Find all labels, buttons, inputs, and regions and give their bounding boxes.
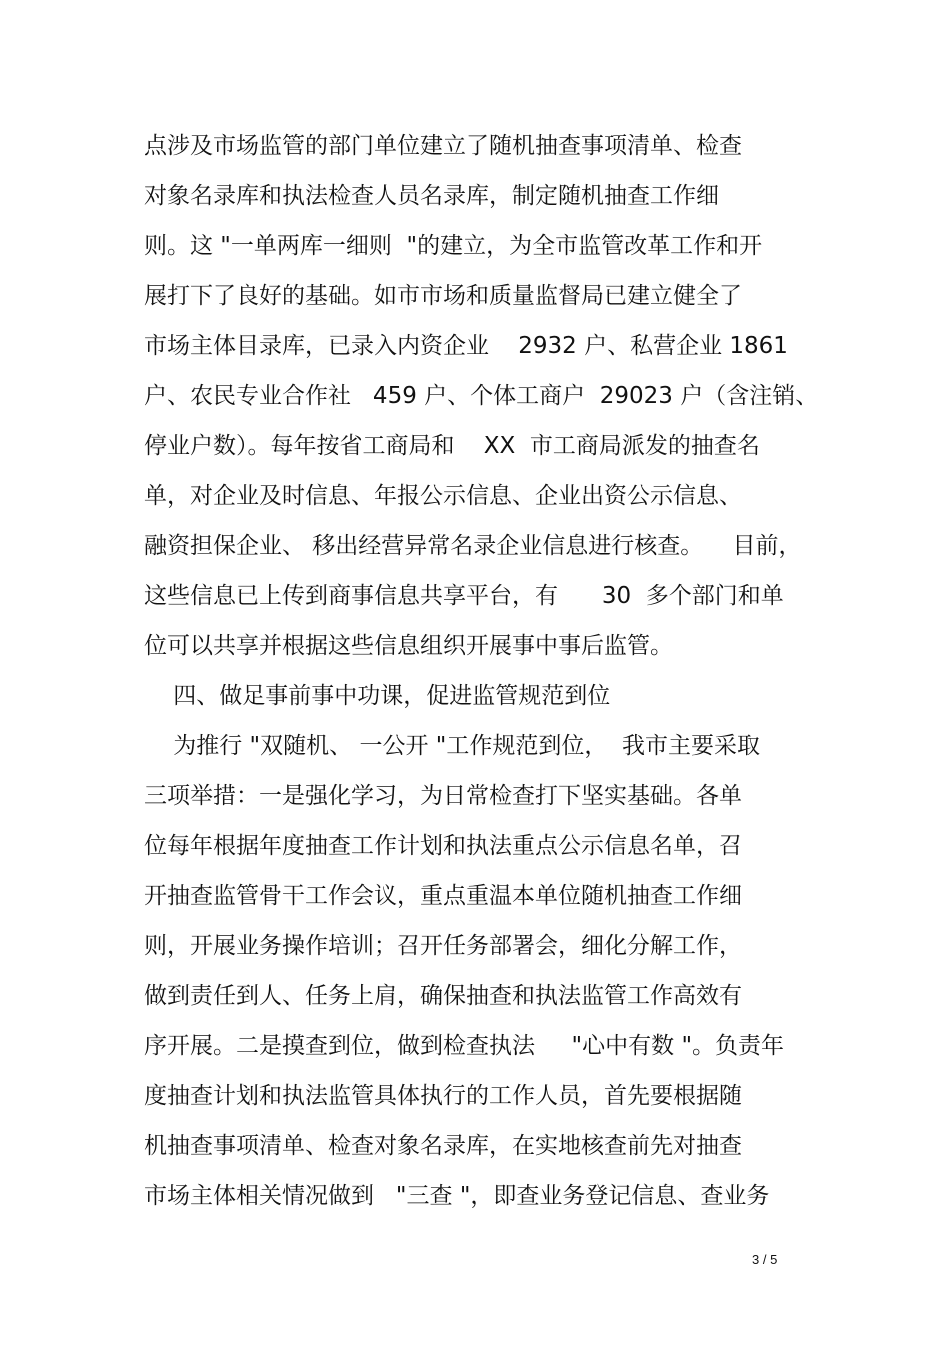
text-line: 融资担保企业、 移出经营异常名录企业信息进行核查。 目前， — [144, 533, 802, 559]
text-line: 三项举措：一是强化学习，为日常检查打下坚实基础。各单 — [144, 783, 742, 809]
text-line: 市场主体相关情况做到 "三查 "，即查业务登记信息、查业务 — [144, 1183, 770, 1209]
text-line: 则。这 "一单两库一细则 "的建立，为全市监管改革工作和开 — [144, 233, 763, 259]
text-line: 这些信息已上传到商事信息共享平台，有 30 多个部门和单 — [144, 583, 784, 609]
text-line: 序开展。二是摸查到位，做到检查执法 "心中有数 "。负责年 — [144, 1033, 785, 1059]
text-line: 位可以共享并根据这些信息组织开展事中事后监管。 — [144, 633, 673, 659]
text-line: 机抽查事项清单、检查对象名录库，在实地核查前先对抽查 — [144, 1133, 742, 1159]
text-line: 对象名录库和执法检查人员名录库，制定随机抽查工作细 — [144, 183, 719, 209]
text-line: 停业户数）。每年按省工商局和 XX 市工商局派发的抽查名 — [144, 433, 760, 459]
text-line: 度抽查计划和执法监管具体执行的工作人员，首先要根据随 — [144, 1083, 742, 1109]
section-heading: 四、做足事前事中功课，促进监管规范到位 — [144, 683, 611, 709]
text-line: 单，对企业及时信息、年报公示信息、企业出资公示信息、 — [144, 483, 742, 509]
text-line: 展打下了良好的基础。如市市场和质量监督局已建立健全了 — [144, 283, 742, 309]
page-number: 3 / 5 — [752, 1252, 778, 1267]
text-line: 开抽查监管骨干工作会议，重点重温本单位随机抽查工作细 — [144, 883, 742, 909]
text-line: 位每年根据年度抽查工作计划和执法重点公示信息名单，召 — [144, 833, 742, 859]
text-line: 市场主体目录库，已录入内资企业 2932 户、私营企业 1861 — [144, 333, 788, 359]
text-line: 则，开展业务操作培训；召开任务部署会，细化分解工作， — [144, 933, 742, 959]
text-line: 做到责任到人、任务上肩，确保抽查和执法监管工作高效有 — [144, 983, 742, 1009]
text-line: 户、农民专业合作社 459 户、个体工商户 29023 户（含注销、 — [144, 383, 819, 409]
text-line: 为推行 "双随机、 一公开 "工作规范到位， 我市主要采取 — [144, 733, 760, 759]
text-line: 点涉及市场监管的部门单位建立了随机抽查事项清单、检查 — [144, 133, 742, 159]
